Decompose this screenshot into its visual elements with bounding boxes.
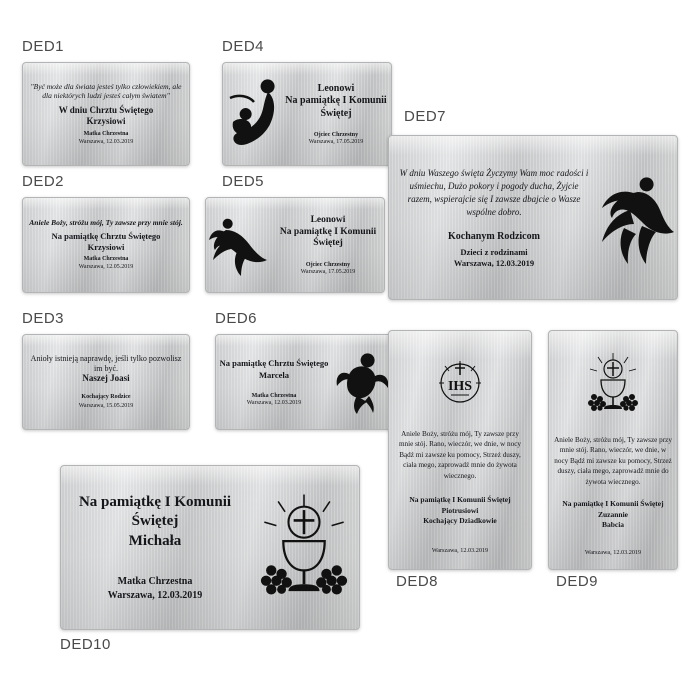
engraved-plate-ded5 — [205, 197, 385, 293]
plate-signature: Matka Chrzestna — [251, 392, 297, 399]
engraved-plate-ded4 — [222, 62, 392, 166]
plate-name: Kochanym Rodzicom — [448, 231, 540, 243]
plate-place-date: Warszawa, 12.03.2019 — [584, 548, 642, 556]
plate-label-ded9: DED9 — [556, 573, 599, 590]
plate-occasion: Na pamiątkę I Komunii Świętej — [562, 499, 664, 509]
plate-label-ded5: DED5 — [222, 173, 265, 190]
cherub-icon — [332, 335, 394, 429]
plate-place-date: Warszawa, 17.05.2019 — [308, 139, 364, 146]
plate-place-date: Warszawa, 12.03.2019 — [107, 589, 203, 601]
plate-name: Leonowi — [310, 214, 346, 225]
plate-occasion: Na pamiątkę I Komunii Świętej — [409, 495, 511, 505]
plate-signature: Dzieci z rodzinami — [460, 247, 528, 258]
engraved-plate-ded3 — [22, 334, 190, 430]
plate-signature: Kochający Dziadkowie — [423, 516, 497, 526]
plate-label-ded4: DED4 — [222, 38, 265, 55]
plate-signature: Matka Chrzestna — [83, 130, 129, 137]
plate-quote: "Być może dla świata jesteś tylko człowiekiem, ale dla niektórych ludzi jesteś całym światem" — [30, 81, 182, 100]
plate-place-date: Warszawa, 15.05.2019 — [78, 402, 134, 409]
plate-place-date: Warszawa, 12.03.2019 — [246, 399, 302, 406]
plate-label-ded1: DED1 — [22, 38, 65, 55]
plate-name: Piotrusiowi — [441, 505, 479, 515]
plate-occasion: Na pamiątkę I Komunii Świętej — [78, 493, 232, 530]
plate-place-date: Warszawa, 12.03.2019 — [431, 546, 489, 554]
plate-prayer: Aniele Boży, stróżu mój, Ty zawsze przy mnie stój. Rano, wieczór, we dnie, w nocy Bądź mi zawsze ku pomocy, Strzeż duszy, ciała mego, zaprowadź mnie do żywota wiecznego. — [554, 436, 672, 486]
plate-occasion: W dniu Chrztu Świętego — [58, 104, 154, 115]
plate-occasion: Na pamiątkę I Komunii Świętej — [285, 95, 387, 119]
engraved-plate-ded8 — [388, 330, 532, 570]
plate-label-ded10: DED10 — [60, 636, 111, 653]
plate-quote: Aniele Boży, stróżu mój, Ty zawsze przy mnie stój. — [29, 218, 183, 228]
plate-name: Krzysiowi — [86, 115, 126, 126]
plate-label-ded2: DED2 — [22, 173, 65, 190]
plate-signature: Kochający Rodzice — [81, 394, 131, 401]
plate-label-ded8: DED8 — [396, 573, 439, 590]
plate-label-ded6: DED6 — [215, 310, 258, 327]
plate-label-ded3: DED3 — [22, 310, 65, 327]
plate-name: Krzysiowi — [87, 241, 125, 252]
madonna-and-child-icon — [223, 63, 281, 165]
chalice-with-grapes-icon — [553, 353, 673, 415]
plate-name: Naszej Joasi — [82, 373, 130, 384]
plate-name: Leonowi — [317, 82, 355, 94]
plate-place-date: Warszawa, 12.03.2019 — [78, 139, 134, 146]
angel-icon — [591, 136, 677, 299]
plate-signature: Matka Chrzestna — [117, 576, 193, 588]
engraved-plate-ded6 — [215, 334, 395, 430]
plate-label-ded7: DED7 — [404, 108, 447, 125]
engraved-plate-ded7 — [388, 135, 678, 300]
plate-occasion: Na pamiątkę I Komunii Świętej — [279, 226, 377, 249]
engraved-plate-ded9 — [548, 330, 678, 570]
plate-prayer: Aniele Boży, stróżu mój, Ty zawsze przy mnie stój. Rano, wieczór, we dnie, w nocy Bądź mi zawsze ku pomocy, Strzeż duszy, ciała mego, zaprowadź mnie do żywota wiecznego. — [398, 430, 522, 480]
engraved-plate-ded2 — [22, 197, 190, 293]
svg-text:IHS: IHS — [447, 379, 473, 394]
angel-icon — [206, 198, 272, 292]
plate-signature: Ojciec Chrzestny — [305, 262, 351, 269]
plate-place-date: Warszawa, 12.05.2019 — [78, 264, 134, 271]
plate-signature: Babcia — [601, 520, 625, 530]
engraved-plate-ded1 — [22, 62, 190, 166]
plate-name: Zuzannie — [597, 509, 628, 519]
ihs-monogram-icon — [393, 359, 527, 403]
plate-place-date: Warszawa, 12.03.2019 — [453, 258, 535, 269]
plate-signature: Ojciec Chrzestny — [313, 132, 359, 139]
chalice-with-grapes-icon — [249, 466, 359, 629]
plate-quote: Anioły istnieją naprawdę, jeśli tylko pozwolisz im być. — [30, 353, 182, 373]
plate-name: Marcela — [258, 369, 290, 380]
plate-name: Michała — [128, 532, 182, 549]
plate-occasion: Na pamiątkę Chrztu Świętego — [51, 231, 161, 242]
engraved-plate-ded10 — [60, 465, 360, 630]
plate-place-date: Warszawa, 17.05.2019 — [300, 269, 356, 276]
plate-signature: Matka Chrzestna — [83, 256, 129, 263]
plate-occasion: Na pamiątkę Chrztu Świętego — [219, 358, 329, 369]
plate-quote: W dniu Waszego święta Życzymy Wam moc radości i uśmiechu, Dużo pokory i pogody ducha, Żyjcie razem, wspierajcie się I zawsze dbajcie o Wasze wspólne dobro. — [399, 167, 589, 218]
